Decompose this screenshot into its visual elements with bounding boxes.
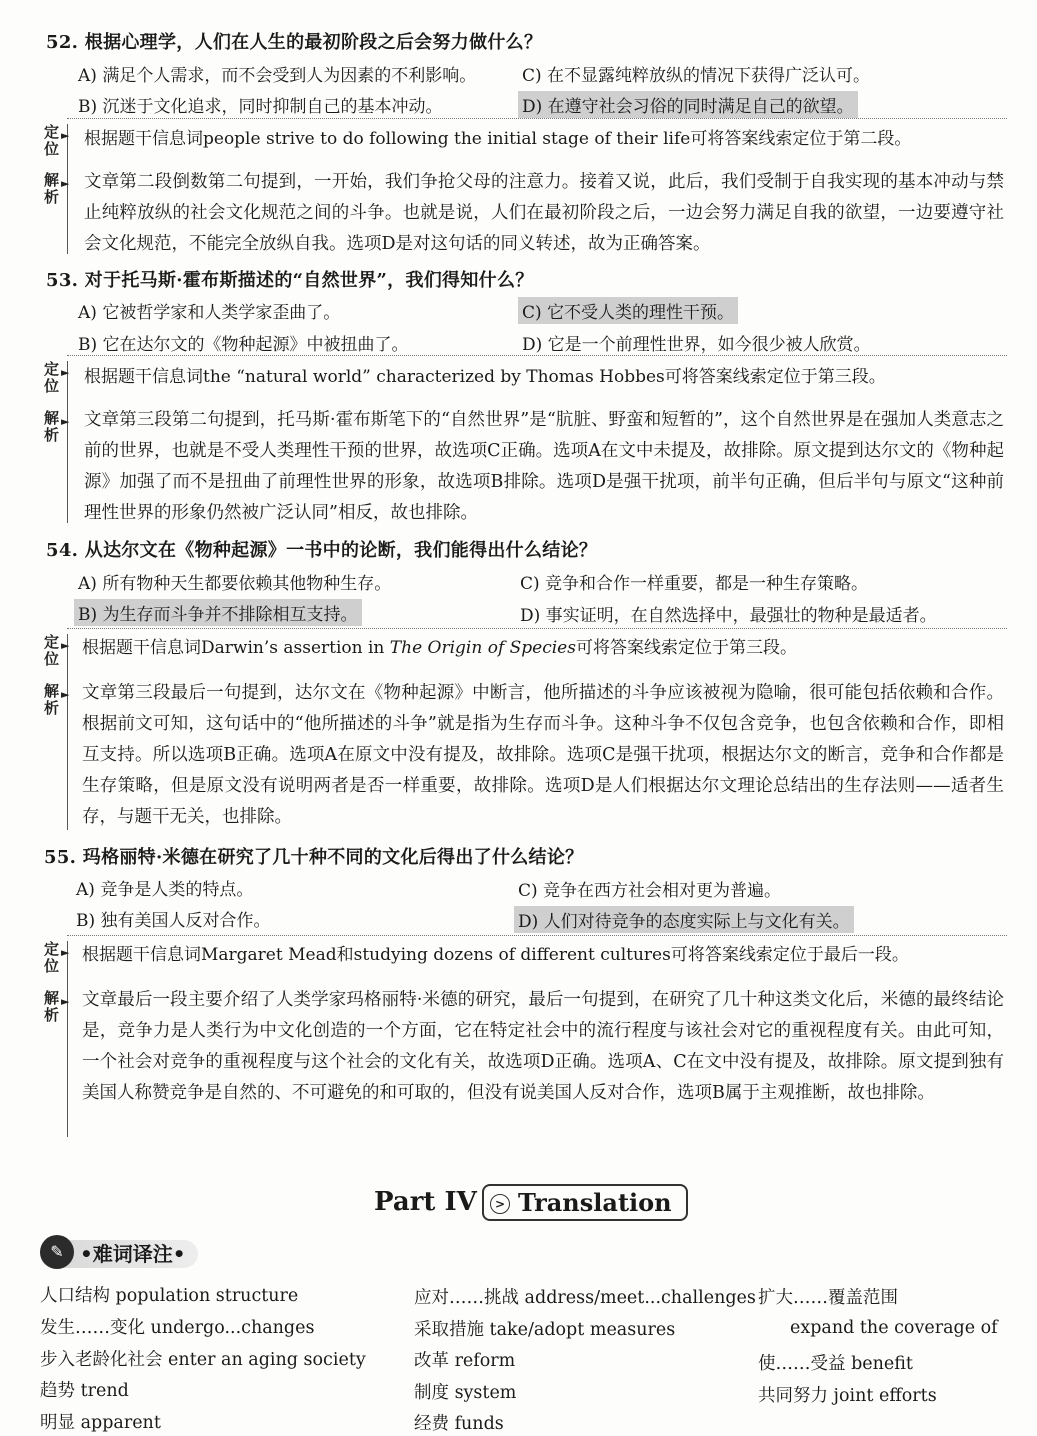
q53-analysis-text: 文章第三段第二句提到，托马斯·霍布斯笔下的“自然世界”是“肮脏、野蛮和短暂的”，这个自然世界是在强加人类意志之前的世界，也就是不受人类理性干预的世界，故选项C正确。选项A在文中未提及，故排除。原文提到达尔文的《物种起源》加强了而不是扭曲了前理性世界的形象，故选项B排除。选项D是强干扰项，前半句正确，但后半句与原文“这种前理性世界的形象仍然被广泛认同”相反，故也排除。 (84, 410, 1004, 523)
vocab-item: 发生……变化 undergo...changes (40, 1318, 315, 1338)
question-54: 54. 从达尔文在《物种起源》一书中的论断，我们能得出什么结论？ (46, 540, 598, 561)
q52-option-a: A) 满足个人需求，而不会受到人为因素的不利影响。 (78, 66, 477, 86)
vocab-item: 步入老龄化社会 enter an aging society (40, 1350, 366, 1370)
q52-option-d-answer: D) 在遵守社会习俗的同时满足自己的欲望。 (518, 91, 858, 118)
margin-line (67, 634, 68, 830)
locate-tag: 定位 ► (44, 633, 70, 668)
q55-option-d-answer: D) 人们对待竞争的态度实际上与文化有关。 (514, 906, 854, 933)
locate-tag: 定位 ► (44, 360, 70, 395)
arrow-right-icon: ► (61, 415, 70, 428)
vocab-item: 改革 reform (414, 1351, 516, 1371)
analysis-tag: 解析 ► (44, 682, 70, 717)
q55-analysis-text: 文章最后一段主要介绍了人类学家玛格丽特·米德的研究，最后一句提到，在研究了几十种这类文化后，米德的最终结论是，竞争力是人类行为中文化创造的一个方面，它在特定社会中的流行程度与该社会对它的重视程度有关。由此可知，一个社会对竞争的重视程度与这个社会的文化有关，故选项D正确。选项A、C在文中没有提及，故排除。原文提到独有美国人称赞竞争是自然的、不可避免的和可取的，但没有说美国人反对合作，选项B属于主观推断，故也排除。 (82, 990, 1004, 1103)
section-title: Translation (518, 1188, 672, 1217)
q55-option-b: B) 独有美国人反对合作。 (76, 911, 271, 931)
analysis-tag: 解析 ► (44, 989, 70, 1024)
chevron-right-icon: > (490, 1194, 510, 1214)
q52-option-b: B) 沉迷于文化追求，同时抑制自己的基本冲动。 (78, 97, 443, 117)
divider (67, 355, 1007, 356)
arrow-right-icon: ► (61, 177, 70, 190)
q53-locate-text: 根据题干信息词the “natural world” characterized by Thomas Hobbes可将答案线索定位于第三段。 (84, 367, 886, 387)
q54-option-d: D) 事实证明，在自然选择中，最强壮的物种是最适者。 (520, 606, 937, 626)
q53-option-a: A) 它被哲学家和人类学家歪曲了。 (78, 303, 341, 323)
vocab-item: 扩大……覆盖范围 (758, 1288, 898, 1308)
q52-option-c: C) 在不显露纯粹放纵的情况下获得广泛认可。 (522, 66, 871, 86)
q55-option-a: A) 竞争是人类的特点。 (76, 880, 254, 900)
arrow-right-icon: ► (61, 946, 70, 959)
vocab-item: 制度 system (414, 1383, 517, 1403)
vocab-heading: •难词译注• (40, 1240, 198, 1268)
vocab-heading-banner (40, 1238, 198, 1267)
arrow-right-icon: ► (61, 366, 70, 379)
vocab-item: 人口结构 population structure (40, 1286, 299, 1306)
question-53: 53. 对于托马斯·霍布斯描述的“自然世界”，我们得知什么？ (46, 270, 534, 291)
q54-locate-text: 根据题干信息词Darwin’s assertion in The Origin of Species可将答案线索定位于第三段。 (82, 638, 797, 658)
part-title: Part IV (374, 1187, 477, 1217)
vocab-item: 明显 apparent (40, 1413, 161, 1433)
q55-locate-text: 根据题干信息词Margaret Mead和studying dozens of different cultures可将答案线索定位于最后一段。 (82, 945, 909, 965)
question-55: 55. 玛格丽特·米德在研究了几十种不同的文化后得出了什么结论？ (44, 847, 584, 868)
vocab-item: 应对……挑战 address/meet...challenges (414, 1288, 756, 1308)
section-title-box (482, 1184, 688, 1221)
arrow-right-icon: ► (61, 688, 70, 701)
divider (67, 935, 1007, 936)
arrow-right-icon: ► (61, 995, 70, 1008)
q54-option-b-answer: B) 为生存而斗争并不排除相互支持。 (74, 599, 362, 626)
locate-tag: 定位 ► (44, 123, 70, 158)
margin-line (67, 361, 68, 523)
vocab-item: 采取措施 take/adopt measures (414, 1320, 676, 1340)
q55-option-c: C) 竞争在西方社会相对更为普遍。 (518, 881, 782, 901)
q53-option-d: D) 它是一个前理性世界，如今很少被人欣赏。 (522, 335, 871, 355)
analysis-tag: 解析 ► (44, 171, 70, 206)
arrow-right-icon: ► (61, 129, 70, 142)
divider (67, 118, 1007, 119)
vocab-item: 经费 funds (414, 1414, 504, 1434)
q52-locate-text: 根据题干信息词people strive to do following the initial stage of their life可将答案线索定位于第二段。 (84, 129, 912, 149)
vocab-item: expand the coverage of (790, 1318, 998, 1338)
arrow-right-icon: ► (61, 639, 70, 652)
vocab-item: 趋势 trend (40, 1381, 129, 1401)
q54-analysis-text: 文章第三段最后一句提到，达尔文在《物种起源》中断言，他所描述的斗争应该被视为隐喻，很可能包括依赖和合作。根据前文可知，这句话中的“他所描述的斗争”就是指为生存而斗争。这种斗争不仅包含竞争，也包含依赖和合作，即相互支持。所以选项B正确。选项A在原文中没有提及，故排除。选项C是强干扰项，根据达尔文的断言，竞争和合作都是生存策略，但是原文没有说明两者是否一样重要，故排除。选项D是人们根据达尔文理论总结出的生存法则——适者生存，与题干无关，也排除。 (82, 683, 1004, 827)
question-52: 52. 根据心理学，人们在人生的最初阶段之后会努力做什么？ (46, 32, 543, 53)
analysis-tag: 解析 ► (44, 409, 70, 444)
q54-option-c: C) 竞争和合作一样重要，都是一种生存策略。 (520, 574, 869, 594)
vocab-item: 共同努力 joint efforts (758, 1386, 937, 1406)
margin-line (67, 941, 68, 1137)
locate-tag: 定位 ► (44, 940, 70, 975)
vocab-item: 使……受益 benefit (758, 1354, 913, 1374)
q53-option-c-answer: C) 它不受人类的理性干预。 (518, 297, 738, 324)
q52-analysis-text: 文章第二段倒数第二句提到，一开始，我们争抢父母的注意力。接着又说，此后，我们受制于自我实现的基本冲动与禁止纯粹放纵的社会文化规范之间的斗争。也就是说，人们在最初阶段之后，一边会努力满足自我的欲望，一边要遵守社会文化规范，不能完全放纵自我。选项D是对这句话的同义转述，故为正确答案。 (84, 172, 1004, 254)
note-icon: ✎ (40, 1235, 74, 1269)
q53-option-b: B) 它在达尔文的《物种起源》中被扭曲了。 (78, 335, 409, 355)
divider (67, 628, 1007, 629)
q54-option-a: A) 所有物种天生都要依赖其他物种生存。 (78, 574, 392, 594)
